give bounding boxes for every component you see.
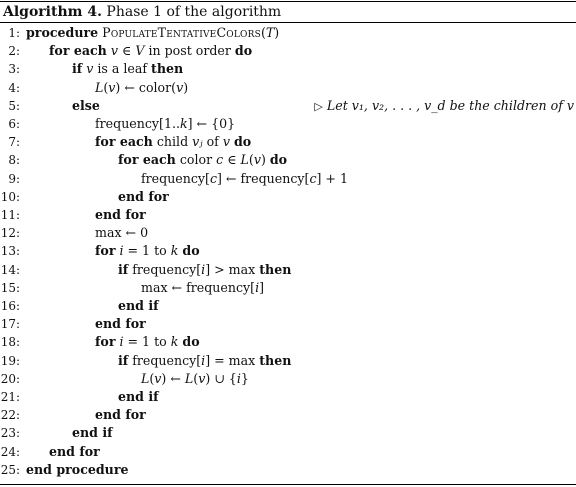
line-number: 24: (0, 444, 20, 459)
code-line (0, 42, 576, 60)
code-text (95, 333, 200, 351)
code-line (0, 97, 576, 115)
code-text (141, 170, 348, 188)
math-variable: i (201, 261, 206, 277)
code-token: ( (103, 79, 109, 95)
code-line (0, 60, 576, 78)
code-text (72, 60, 183, 78)
code-text (72, 424, 113, 442)
keyword: for each (49, 43, 107, 59)
code-line (0, 79, 576, 97)
code-token: = 1 to (123, 243, 171, 259)
keyword: else (72, 97, 100, 113)
code-line (0, 370, 576, 388)
code-token: ] ← {0} (187, 116, 236, 131)
code-token: ) (183, 79, 189, 95)
code-line (0, 24, 576, 42)
keyword: end if (118, 298, 159, 313)
code-line (0, 206, 576, 224)
math-variable: c (309, 170, 317, 186)
code-text (118, 352, 291, 370)
code-token: ) ← color( (115, 79, 177, 95)
line-number: 5: (8, 98, 20, 113)
line-number: 4: (8, 80, 20, 95)
line-number: 25: (0, 462, 20, 477)
line-number: 10: (0, 189, 20, 204)
code-token: ) ∪ { (205, 370, 237, 386)
caption-rule (0, 22, 576, 23)
code-token: in post order (144, 43, 235, 59)
line-number: 14: (0, 262, 20, 277)
code-line (0, 333, 576, 351)
math-variable: L (184, 370, 194, 386)
line-number: 11: (0, 208, 20, 222)
math-variable: v (110, 43, 118, 59)
code-line (0, 115, 576, 133)
code-token: ] > max (205, 261, 260, 277)
code-token: child (152, 134, 193, 150)
line-number: 23: (0, 426, 20, 441)
code-line (0, 151, 576, 169)
math-variable: L (240, 152, 249, 168)
code-token: ( (149, 370, 155, 386)
code-line (0, 406, 576, 424)
keyword: end if (72, 425, 113, 441)
keyword: procedure (26, 25, 99, 40)
code-line (0, 261, 576, 279)
code-token: ( (248, 152, 254, 168)
code-text (95, 224, 148, 242)
algorithm-caption (3, 3, 281, 21)
math-variable: i (255, 279, 260, 295)
keyword: do (234, 43, 253, 59)
math-variable: v (198, 370, 206, 386)
code-text (118, 388, 159, 406)
line-number: 6: (8, 117, 20, 131)
caption-label: Algorithm 4. (3, 4, 102, 20)
code-token: frequency[ (128, 261, 202, 277)
code-line (0, 424, 576, 442)
line-number: 13: (0, 244, 20, 259)
line-number: 9: (8, 171, 20, 186)
top-rule (0, 1, 576, 2)
caption-title: Phase 1 of the algorithm (106, 4, 282, 20)
math-variable: i (236, 370, 241, 386)
math-variable: v (222, 134, 230, 150)
keyword: for (95, 334, 116, 350)
keyword: end for (118, 188, 169, 204)
code-text (26, 461, 129, 479)
code-token: } (240, 370, 249, 386)
keyword: then (259, 352, 292, 368)
code-line (0, 133, 576, 151)
code-text (95, 206, 146, 224)
code-token: ( (260, 25, 266, 40)
code-line (0, 170, 576, 188)
keyword: do (182, 334, 200, 350)
math-variable: k (170, 243, 179, 259)
code-token: is a leaf (93, 61, 152, 77)
line-number: 21: (0, 390, 20, 404)
math-variable: k (179, 116, 188, 131)
line-number: 19: (0, 353, 20, 368)
keyword: end for (49, 443, 100, 459)
code-text (95, 133, 251, 151)
math-variable: v (154, 370, 162, 386)
line-number: 7: (8, 135, 20, 150)
keyword: for (95, 243, 116, 259)
keyword: end if (118, 389, 159, 404)
code-text (118, 151, 287, 169)
code-line (0, 279, 576, 297)
keyword: end for (95, 316, 146, 332)
math-variable: v (108, 79, 116, 95)
code-line (0, 188, 576, 206)
math-variable: c (209, 170, 218, 186)
math-variable: i (201, 352, 206, 368)
code-token: ] = max (205, 352, 260, 368)
comment-text: Let v₁, v₂, . . . , v_d be the children of v (326, 97, 574, 113)
code-token: ) (274, 25, 280, 40)
code-text (49, 42, 252, 60)
code-token: frequency[ (141, 170, 210, 186)
line-number: 18: (0, 335, 20, 350)
code-line (0, 388, 576, 406)
code-text (141, 279, 264, 297)
code-token: ] + 1 (316, 170, 348, 186)
procedure-name: PopulateTentativeColors (102, 25, 261, 40)
code-token: color (175, 152, 217, 168)
keyword: end procedure (26, 461, 129, 477)
code-token: max ← frequency[ (141, 279, 256, 295)
math-variable: L (95, 79, 104, 95)
keyword: do (269, 152, 288, 168)
math-variable: k (170, 334, 179, 350)
code-token: ∈ (117, 43, 136, 59)
code-token: frequency[ (128, 352, 202, 368)
line-number: 22: (0, 408, 20, 423)
code-token: frequency[1.. (95, 116, 180, 131)
code-text (118, 188, 169, 206)
code-text (49, 443, 100, 461)
code-text (95, 242, 200, 260)
keyword: do (182, 243, 200, 259)
line-number: 3: (8, 62, 20, 77)
keyword: for each (95, 134, 153, 150)
code-text (26, 24, 279, 42)
bottom-rule (0, 484, 576, 485)
line-number: 2: (8, 44, 20, 59)
math-variable: V (135, 43, 145, 59)
code-token: ] ← frequency[ (217, 170, 310, 186)
code-line (0, 297, 576, 315)
line-number: 1: (8, 26, 20, 40)
math-variable: vⱼ (192, 134, 203, 150)
code-line (0, 242, 576, 260)
keyword: for each (118, 152, 176, 168)
code-text (95, 115, 235, 133)
math-variable: v (176, 79, 184, 95)
comment-triangle-icon: ▷ (314, 99, 323, 113)
code-text (95, 406, 146, 424)
line-number: 15: (0, 280, 20, 295)
keyword: do (233, 134, 252, 150)
code-text (95, 315, 146, 333)
code-token: = 1 to (123, 334, 171, 350)
code-token: ) (260, 152, 270, 168)
code-token: ] (259, 279, 265, 295)
line-comment (314, 97, 574, 116)
math-variable: i (119, 334, 124, 350)
keyword: then (151, 61, 184, 77)
math-variable: v (253, 152, 261, 168)
code-token: ∈ (223, 152, 241, 168)
code-text (118, 261, 291, 279)
code-line (0, 443, 576, 461)
math-variable: i (119, 243, 124, 259)
keyword: end for (95, 207, 146, 222)
line-number: 16: (0, 299, 20, 313)
line-number: 17: (0, 317, 20, 332)
code-text (95, 79, 188, 97)
math-variable: L (141, 370, 150, 386)
keyword: if (118, 261, 129, 277)
keyword: end for (95, 407, 146, 423)
math-variable: T (265, 25, 275, 40)
line-number: 12: (0, 226, 20, 241)
code-token: ( (193, 370, 199, 386)
line-number: 8: (8, 153, 20, 168)
keyword: if (72, 61, 83, 77)
code-line (0, 315, 576, 333)
keyword: if (118, 352, 129, 368)
code-text (118, 297, 159, 315)
line-number: 20: (0, 371, 20, 386)
math-variable: v (86, 61, 94, 77)
code-text (72, 97, 100, 115)
math-variable: c (216, 152, 224, 168)
code-line (0, 224, 576, 242)
code-text (141, 370, 249, 388)
code-token: max ← 0 (95, 225, 149, 241)
keyword: then (259, 261, 292, 277)
code-line (0, 352, 576, 370)
code-token: of (202, 134, 223, 150)
code-token: ) ← (161, 370, 185, 386)
code-line (0, 461, 576, 479)
